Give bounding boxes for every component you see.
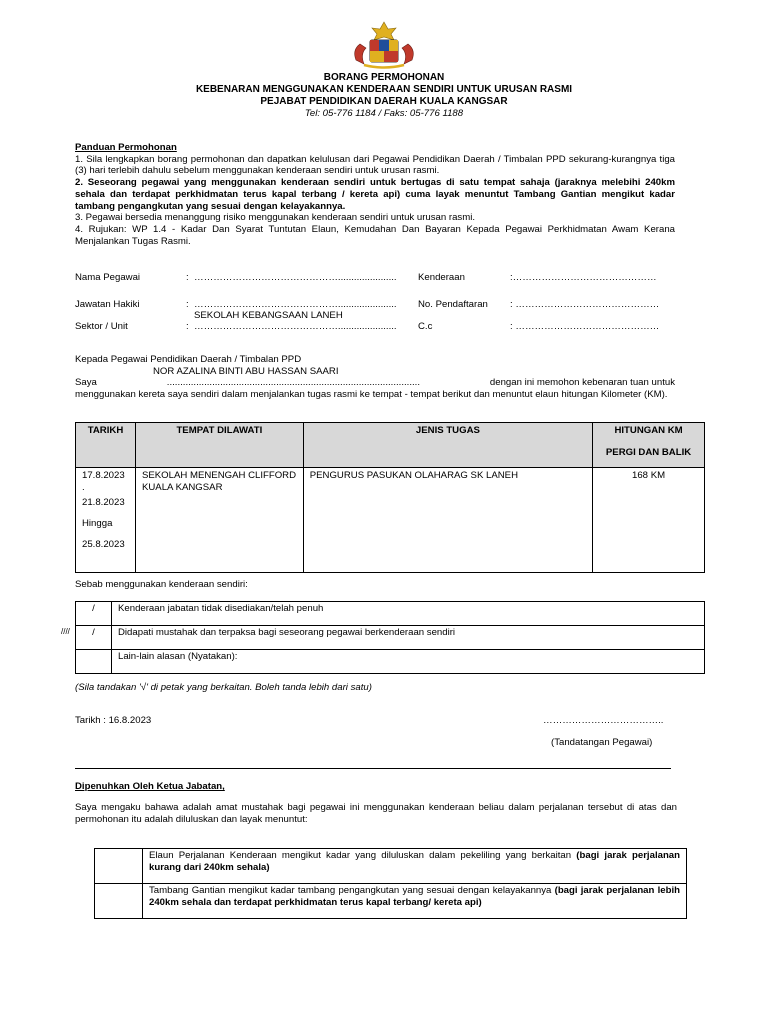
officer-name: NOR AZALINA BINTI ABU HASSAN SAARI [153, 366, 339, 377]
trip-table-header [76, 423, 705, 468]
header-km-line2: PERGI DAN BALIK [605, 446, 692, 458]
approval-option-1 [143, 849, 687, 884]
reason-text-3: Lain-lain alasan (Nyatakan): [112, 650, 705, 674]
approval-option-1-bold: (bagi jarak perjalanan kurang dari 240km sehala) [149, 850, 680, 873]
nama-dots: ………………………………………...................... [194, 272, 397, 283]
office-name: PEJABAT PENDIDIKAN DAERAH KUALA KANGSAR [260, 96, 508, 107]
form-title: BORANG PERMOHONAN [323, 72, 445, 83]
cell-tarikh[interactable] [76, 468, 136, 573]
request-paragraph [75, 377, 675, 400]
colon: : [186, 299, 189, 310]
tarikh-line: 17.8.2023 [82, 470, 125, 481]
reasons-heading: Sebab menggunakan kenderaan sendiri: [75, 579, 248, 590]
jawatan-label: Jawatan Hakiki [75, 299, 140, 310]
approval-row [95, 849, 687, 884]
kenderaan-label: Kenderaan [418, 272, 465, 283]
approval-option-1-text: Elaun Perjalanan Kenderaan mengikut kadar yang diluluskan dalam pekeliling yang berkaitan [149, 850, 572, 861]
reason-text-1: Kenderaan jabatan tidak disediakan/telah penuh [112, 602, 705, 626]
header-km [593, 423, 705, 468]
reasons-note: (Sila tandakan '√' di petak yang berkaitan. Boleh tanda lebih dari satu) [75, 682, 372, 693]
tarikh-line: 21.8.2023 [82, 497, 125, 509]
signature-dots[interactable]: ……………………………….. [543, 715, 664, 726]
reason-checkbox-1[interactable]: / [76, 602, 112, 626]
guide-item-3: 3. Pegawai bersedia menanggung risiko menggunakan kenderaan sendiri untuk urusan rasmi. [75, 212, 475, 224]
guide-item-1: 1. Sila lengkapkan borang permohonan dan dapatkan kelulusan dari Pegawai Pendidikan Daerah / Timbalan PPD sekurang-kurangnya tiga (3) hari terlebih dahulu sebelum menggunakan kenderaan sendiri untuk urusan rasmi. [75, 153, 675, 177]
reasons-table [75, 601, 705, 674]
saya-dots[interactable]: ............................................................................................... [166, 377, 420, 388]
pendaftaran-label: No. Pendaftaran [418, 299, 488, 310]
sektor-label: Sektor / Unit [75, 321, 128, 332]
divider [75, 768, 671, 769]
approval-option-2-bold: (bagi jarak perjalanan lebih 240km sehala dan terdapat perkhidmatan terus kapal terbang/ kereta api) [149, 885, 680, 908]
sektor-field[interactable] [186, 321, 397, 333]
tarikh-line: 25.8.2023 [82, 538, 125, 550]
approval-table [94, 848, 687, 919]
cc-label: C.c [418, 321, 433, 332]
pendaftaran-dots: ……………………………………… [515, 299, 660, 310]
form-subtitle: KEBENARAN MENGGUNAKAN KENDERAAN SENDIRI UNTUK URUSAN RASMI [195, 84, 573, 95]
approval-statement: Saya mengaku bahawa adalah amat mustahak bagi pegawai ini menggunakan kenderaan beliau dalam perjalanan tersebut di atas dan permohonan itu adalah diluluskan dan layak menuntut: [75, 802, 677, 825]
header-tarikh: TARIKH [76, 423, 136, 468]
colon: : [510, 321, 513, 332]
trip-table [75, 422, 705, 573]
jawatan-dots: ………………………………………...................... [194, 299, 397, 310]
colon: : [510, 299, 513, 310]
reason-row [76, 626, 705, 650]
signature-label: (Tandatangan Pegawai) [551, 737, 653, 748]
reason-row [76, 602, 705, 626]
reason-checkbox-3[interactable] [76, 650, 112, 674]
margin-mark: //// [61, 627, 70, 636]
guide-section [75, 142, 675, 247]
approval-checkbox-2[interactable] [95, 884, 143, 919]
saya-label: Saya [75, 377, 97, 388]
header-km-line1: HITUNGAN KM [614, 425, 683, 436]
request-line1: dengan ini memohon kebenaran tuan untuk [489, 377, 675, 388]
tarikh-line: Hingga [82, 518, 113, 530]
kenderaan-field[interactable] [510, 272, 657, 284]
nama-field[interactable] [186, 272, 397, 284]
header-tempat: TEMPAT DILAWATI [135, 423, 303, 468]
contact-line: Tel: 05-776 1184 / Faks: 05-776 1188 [304, 108, 464, 119]
malaysia-coat-of-arms-icon [346, 20, 422, 70]
approval-option-2 [143, 884, 687, 919]
reason-row [76, 650, 705, 674]
guide-item-4: 4. Rujukan: WP 1.4 - Kadar Dan Syarat Tuntutan Elaun, Kemudahan Dan Bayaran Kepada Pegawai Perkhidmatan Awam Kerana Menjalankan Tugas Rasmi. [75, 223, 675, 247]
pendaftaran-field[interactable] [510, 299, 659, 311]
guide-item-2: 2. Seseorang pegawai yang menggunakan kenderaan sendiri untuk bertugas di satu tempat sahaja (jaraknya melebihi 240km sehala dan terdapat perkhidmatan terus kapal terbang / kereta api) cuma layak menuntut Tambang Gantian mengikut kadar tambang pengangkutan yang sesuai dengan kelayakannya. [75, 177, 675, 212]
colon: : [186, 321, 189, 332]
addressee-line: Kepada Pegawai Pendidikan Daerah / Timbalan PPD [75, 354, 302, 365]
cc-field[interactable] [510, 321, 659, 333]
approval-checkbox-1[interactable] [95, 849, 143, 884]
cell-tempat[interactable]: SEKOLAH MENENGAH CLIFFORD KUALA KANGSAR [135, 468, 303, 573]
approval-heading: Dipenuhkan Oleh Ketua Jabatan, [75, 781, 225, 792]
nama-label: Nama Pegawai [75, 272, 141, 283]
colon: : [186, 272, 189, 283]
colon: : [510, 272, 513, 283]
tarikh-line: . [82, 481, 85, 493]
sektor-value: SEKOLAH KEBANGSAAN LANEH [194, 310, 343, 321]
header-jenis: JENIS TUGAS [303, 423, 592, 468]
table-row [76, 468, 705, 573]
reason-text-2: Didapati mustahak dan terpaksa bagi seseorang pegawai berkenderaan sendiri [112, 626, 705, 650]
kenderaan-dots: ……………………………………… [512, 272, 657, 283]
tarikh-line: Tarikh : 16.8.2023 [75, 715, 152, 726]
cell-km[interactable]: 168 KM [593, 468, 705, 573]
approval-row [95, 884, 687, 919]
guide-heading: Panduan Permohonan [75, 142, 177, 153]
cell-jenis[interactable]: PENGURUS PASUKAN OLAHARAG SK LANEH [303, 468, 592, 573]
reason-checkbox-2[interactable]: / [76, 626, 112, 650]
approval-option-2-text: Tambang Gantian mengikut kadar tambang pengangkutan yang sesuai dengan kelayakannya [149, 885, 552, 896]
cc-dots: ……………………………………… [515, 321, 660, 332]
sektor-dots: ………………………………………...................... [194, 321, 397, 332]
request-line2: menggunakan kereta saya sendiri dalam menjalankan tugas rasmi ke tempat - tempat berikut dan menuntut elaun hitungan Kilometer (KM). [75, 388, 668, 400]
